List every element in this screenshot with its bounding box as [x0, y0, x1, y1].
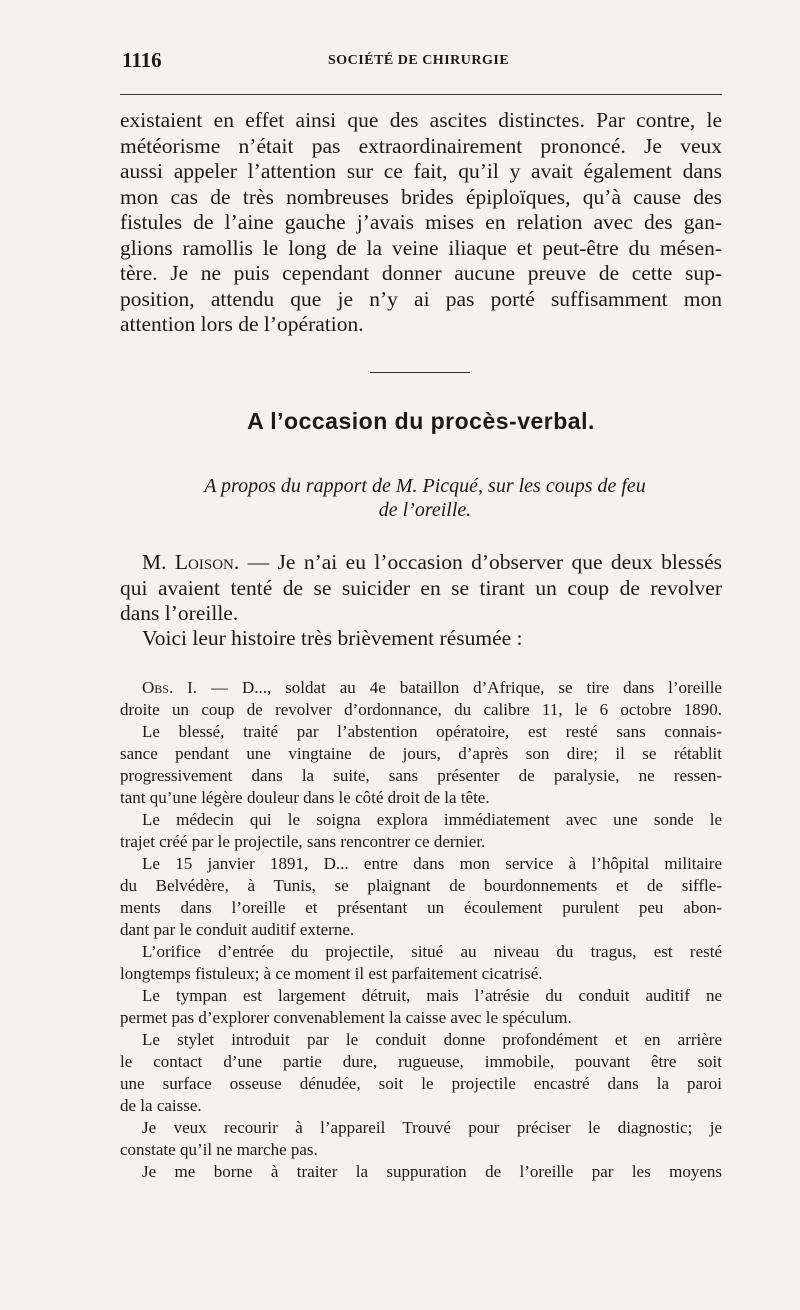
- running-title: SOCIÉTÉ DE CHIRURGIE: [328, 53, 510, 68]
- obs-line: Le blessé, traité par l’abstention opératoire, est resté sans connais-: [142, 722, 722, 741]
- page-header: [122, 48, 722, 76]
- header-rule: [120, 94, 722, 95]
- obs-line: tant qu’une légère douleur dans le côté droit de la tête.: [120, 788, 490, 807]
- intro-line: aussi appeler l’attention sur ce fait, qu’il y avait également dans: [120, 159, 722, 183]
- obs-line: Je me borne à traiter la suppuration de l’oreille par les moyens: [142, 1162, 722, 1181]
- obs-line: Le stylet introduit par le conduit donne profondément et en arrière: [142, 1030, 722, 1049]
- obs-line: Le 15 janvier 1891, D... entre dans mon service à l’hôpital militaire: [142, 854, 722, 873]
- loison-line: qui avaient tenté de se suicider en se tirant un coup de revolver: [120, 576, 722, 600]
- obs-line: Le tympan est largement détruit, mais l’atrésie du conduit auditif ne: [142, 986, 722, 1005]
- loison-line: dans l’oreille.: [120, 601, 239, 625]
- section-title: A l’occasion du procès-verbal.: [247, 408, 595, 434]
- voici-line: Voici leur histoire très brièvement résumée :: [142, 626, 523, 650]
- obs-line: de la caisse.: [120, 1096, 202, 1115]
- section-divider: [370, 372, 470, 373]
- speaker-name: M. Loison.: [142, 550, 240, 574]
- obs-line: droite un coup de revolver d’ordonnance, du calibre 11, le 6 octobre 1890.: [120, 700, 722, 719]
- obs-line: le contact d’une partie dure, rugueuse, immobile, pouvant être soit: [120, 1052, 722, 1071]
- page-number: 1116: [122, 48, 162, 72]
- obs-line: sance pendant une vingtaine de jours, d’après son dire; il se rétablit: [120, 744, 722, 763]
- intro-line: mon cas de très nombreuses brides épiploïques, qu’à cause des: [120, 184, 722, 209]
- obs-line: trajet créé par le projectile, sans rencontrer ce dernier.: [120, 832, 486, 851]
- obs-line: constate qu’il ne marche pas.: [120, 1140, 318, 1159]
- intro-line: météorisme n’était pas extraordinairement prononcé. Je veux: [120, 133, 722, 158]
- obs-line: longtemps fistuleux; à ce moment il est parfaitement cicatrisé.: [120, 964, 543, 983]
- intro-line: position, attendu que je n’y ai pas porté suffisamment mon: [120, 286, 722, 311]
- obs-line: Je veux recourir à l’appareil Trouvé pour préciser le diagnostic; je: [142, 1118, 722, 1137]
- intro-line: attention lors de l’opération.: [120, 312, 364, 336]
- loison-line: M. Loison. — Je n’ai eu l’occasion d’observer que deux blessés: [142, 550, 723, 574]
- obs-line: L’orifice d’entrée du projectile, situé au niveau du tragus, est resté: [142, 942, 722, 961]
- obs-line: Le médecin qui le soigna explora immédiatement avec une sonde le: [142, 810, 722, 829]
- obs-line: permet pas d’explorer convenablement la caisse avec le spéculum.: [120, 1008, 572, 1027]
- obs-line: dant par le conduit auditif externe.: [120, 920, 355, 939]
- intro-line: existaient en effet ainsi que des ascites distinctes. Par contre, le: [120, 108, 722, 132]
- subtitle-line: A propos du rapport de M. Picqué, sur les coups de feu: [204, 475, 646, 497]
- obs-label: Obs. I.: [142, 678, 198, 697]
- obs-line: Obs. I. — D..., soldat au 4e bataillon d’Afrique, se tire dans l’oreille: [142, 678, 722, 697]
- subtitle-line: de l’oreille.: [378, 499, 472, 521]
- obs-line: du Belvédère, à Tunis, se plaignant de bourdonnements et de siffle-: [120, 876, 722, 895]
- obs-line: progressivement dans la suite, sans présenter de paralysie, ne ressen-: [120, 766, 722, 785]
- obs-line: ments dans l’oreille et présentant un écoulement purulent peu abon-: [120, 898, 722, 917]
- intro-line: glions ramollis le long de la veine iliaque et peut-être du mésen-: [120, 235, 722, 260]
- intro-line: fistules de l’aine gauche j’avais mises en relation avec des gan-: [120, 210, 722, 234]
- obs-line: une surface osseuse dénudée, soit le projectile encastré dans la paroi: [120, 1074, 722, 1093]
- intro-line: tère. Je ne puis cependant donner aucune preuve de cette sup-: [120, 261, 722, 285]
